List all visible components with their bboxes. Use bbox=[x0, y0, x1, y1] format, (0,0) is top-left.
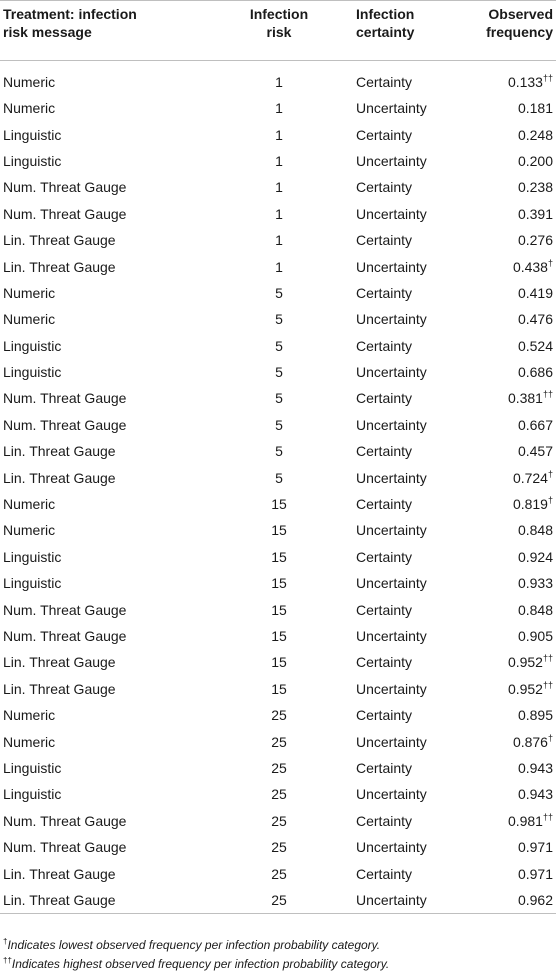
header-frequency bbox=[456, 1, 556, 61]
frequency-cell bbox=[456, 306, 556, 332]
treatment-cell: Lin. Threat Gauge bbox=[3, 865, 116, 882]
risk-cell: 5 bbox=[275, 311, 283, 328]
frequency-value: 0.905 bbox=[517, 628, 553, 644]
treatment-cell: Num. Threat Gauge bbox=[3, 628, 127, 644]
frequency-cell bbox=[456, 280, 556, 306]
risk-cell: 5 bbox=[275, 284, 283, 301]
treatment-cell: Num. Threat Gauge bbox=[3, 601, 127, 618]
frequency-cell bbox=[456, 887, 556, 914]
frequency-value: 0.238 bbox=[517, 179, 553, 196]
table-row bbox=[0, 201, 556, 227]
risk-cell: 25 bbox=[271, 865, 287, 882]
risk-cell: 1 bbox=[275, 258, 283, 275]
table-row bbox=[0, 464, 556, 490]
risk-cell: 15 bbox=[271, 654, 287, 671]
treatment-cell: Numeric bbox=[3, 74, 56, 90]
certainty-cell: Certainty bbox=[356, 812, 413, 829]
treatment-cell: Numeric bbox=[3, 707, 56, 724]
table-row bbox=[0, 676, 556, 702]
risk-cell: 25 bbox=[271, 759, 287, 776]
table-row bbox=[0, 359, 556, 385]
table-row bbox=[0, 306, 556, 332]
treatment-cell: Linguistic bbox=[3, 575, 62, 592]
frequency-cell bbox=[456, 860, 556, 886]
risk-cell: 25 bbox=[271, 839, 287, 856]
frequency-cell bbox=[456, 491, 556, 517]
frequency-cell bbox=[456, 333, 556, 359]
frequency-cell bbox=[456, 359, 556, 385]
treatment-cell: Lin. Threat Gauge bbox=[3, 680, 116, 697]
certainty-cell: Uncertainty bbox=[356, 364, 427, 381]
certainty-cell: Certainty bbox=[356, 232, 413, 249]
certainty-cell: Certainty bbox=[356, 126, 413, 143]
frequency-mark: †† bbox=[542, 811, 553, 822]
table-row bbox=[0, 438, 556, 464]
frequency-value: 0.952 bbox=[507, 680, 543, 697]
treatment-cell: Num. Threat Gauge bbox=[3, 205, 127, 222]
table-row bbox=[0, 834, 556, 860]
frequency-cell bbox=[456, 174, 556, 200]
frequency-value: 0.981 bbox=[507, 812, 543, 829]
table-row bbox=[0, 887, 556, 914]
frequency-value: 0.952 bbox=[507, 654, 543, 671]
header-treatment-line1: Treatment: infection bbox=[3, 6, 137, 22]
certainty-cell: Certainty bbox=[356, 759, 413, 776]
treatment-cell: Numeric bbox=[3, 284, 56, 301]
footnote-highest bbox=[0, 955, 556, 974]
risk-cell: 15 bbox=[271, 522, 287, 539]
risk-cell: 15 bbox=[271, 601, 287, 618]
certainty-cell: Uncertainty bbox=[356, 258, 427, 275]
frequency-value: 0.524 bbox=[517, 337, 553, 354]
footnote-symbol: †† bbox=[3, 956, 12, 965]
risk-cell: 5 bbox=[275, 337, 283, 354]
frequency-value: 0.943 bbox=[517, 759, 553, 776]
header-risk-line1: Infection bbox=[249, 6, 309, 22]
table-row bbox=[0, 280, 556, 306]
treatment-cell: Numeric bbox=[3, 100, 56, 117]
frequency-value: 0.133 bbox=[507, 74, 543, 90]
table-row bbox=[0, 702, 556, 728]
table-row bbox=[0, 596, 556, 622]
treatment-cell: Linguistic bbox=[3, 126, 62, 143]
table-row bbox=[0, 623, 556, 649]
frequency-value: 0.895 bbox=[517, 707, 553, 724]
certainty-cell: Certainty bbox=[356, 654, 413, 671]
frequency-mark: † bbox=[547, 495, 553, 506]
frequency-cell bbox=[456, 702, 556, 728]
frequency-mark: †† bbox=[542, 389, 553, 400]
treatment-cell: Num. Threat Gauge bbox=[3, 390, 127, 407]
header-risk bbox=[212, 1, 346, 61]
table-row bbox=[0, 412, 556, 438]
treatment-cell: Linguistic bbox=[3, 152, 62, 169]
header-treatment-line2: risk message bbox=[3, 24, 92, 40]
frequency-cell bbox=[456, 544, 556, 570]
frequency-cell bbox=[456, 253, 556, 279]
risk-cell: 5 bbox=[275, 443, 283, 460]
footnote-symbol: † bbox=[3, 937, 8, 946]
risk-cell: 5 bbox=[275, 390, 283, 407]
frequency-cell bbox=[456, 201, 556, 227]
risk-cell: 25 bbox=[212, 887, 346, 914]
table-row bbox=[0, 385, 556, 411]
frequency-value: 0.381 bbox=[507, 390, 543, 407]
frequency-value: 0.419 bbox=[517, 284, 553, 301]
frequency-cell bbox=[456, 61, 556, 96]
footnote-text: Indicates lowest observed frequency per infection probability category. bbox=[7, 938, 381, 952]
risk-cell: 5 bbox=[275, 364, 283, 381]
certainty-cell: Uncertainty bbox=[356, 839, 427, 856]
footnotes bbox=[0, 936, 556, 974]
treatment-cell: Num. Threat Gauge bbox=[3, 416, 127, 433]
risk-cell: 1 bbox=[275, 205, 283, 222]
table-row bbox=[0, 148, 556, 174]
frequency-cell bbox=[456, 755, 556, 781]
risk-cell: 25 bbox=[271, 733, 287, 750]
table-row bbox=[0, 649, 556, 675]
treatment-cell: Lin. Threat Gauge bbox=[3, 258, 116, 275]
risk-cell: 1 bbox=[275, 179, 283, 196]
frequency-value: 0.391 bbox=[517, 205, 553, 222]
frequency-mark: † bbox=[547, 732, 553, 743]
treatment-cell: Numeric bbox=[3, 522, 56, 539]
table-row bbox=[0, 174, 556, 200]
treatment-cell: Linguistic bbox=[3, 759, 62, 776]
risk-cell: 1 bbox=[275, 232, 283, 249]
table-row bbox=[0, 781, 556, 807]
risk-cell: 1 bbox=[275, 100, 283, 117]
header-frequency-line2: frequency bbox=[486, 24, 553, 40]
table-row bbox=[0, 517, 556, 543]
frequency-cell bbox=[456, 649, 556, 675]
certainty-cell: Uncertainty bbox=[356, 628, 427, 644]
frequency-cell bbox=[456, 834, 556, 860]
treatment-cell: Lin. Threat Gauge bbox=[0, 887, 212, 914]
risk-cell: 15 bbox=[271, 575, 287, 592]
frequency-cell bbox=[456, 227, 556, 253]
footnote-lowest bbox=[0, 936, 556, 955]
frequency-value: 0.848 bbox=[517, 522, 553, 539]
treatment-cell: Linguistic bbox=[3, 786, 62, 803]
certainty-cell: Certainty bbox=[356, 496, 413, 513]
certainty-cell: Uncertainty bbox=[356, 100, 427, 117]
table-row bbox=[0, 95, 556, 121]
header-certainty bbox=[346, 1, 456, 61]
table-row bbox=[0, 570, 556, 596]
risk-cell: 1 bbox=[275, 152, 283, 169]
frequency-value: 0.962 bbox=[517, 891, 553, 908]
certainty-cell: Certainty bbox=[356, 443, 413, 460]
table-row bbox=[0, 227, 556, 253]
frequency-mark: †† bbox=[542, 653, 553, 664]
table-row bbox=[0, 491, 556, 517]
frequency-mark: †† bbox=[542, 73, 553, 83]
certainty-cell: Certainty bbox=[356, 337, 413, 354]
certainty-cell: Certainty bbox=[356, 707, 413, 724]
frequency-cell bbox=[456, 517, 556, 543]
frequency-cell bbox=[456, 121, 556, 147]
risk-cell: 15 bbox=[271, 628, 287, 644]
treatment-cell: Numeric bbox=[3, 496, 56, 513]
treatment-cell: Lin. Threat Gauge bbox=[3, 654, 116, 671]
frequency-cell bbox=[456, 570, 556, 596]
table-row bbox=[0, 860, 556, 886]
certainty-cell: Certainty bbox=[356, 74, 413, 90]
frequency-mark: †† bbox=[542, 679, 553, 690]
table-row bbox=[0, 544, 556, 570]
treatment-cell: Linguistic bbox=[3, 337, 62, 354]
frequency-cell bbox=[456, 438, 556, 464]
certainty-cell: Certainty bbox=[356, 284, 413, 301]
risk-cell: 25 bbox=[271, 812, 287, 829]
risk-cell: 25 bbox=[271, 786, 287, 803]
certainty-cell: Uncertainty bbox=[356, 469, 427, 486]
frequency-mark: † bbox=[547, 468, 553, 479]
certainty-cell: Uncertainty bbox=[346, 887, 456, 914]
certainty-cell: Uncertainty bbox=[356, 152, 427, 169]
frequency-value: 0.943 bbox=[517, 786, 553, 803]
frequency-value: 0.200 bbox=[517, 152, 553, 169]
frequency-cell bbox=[456, 385, 556, 411]
table-row bbox=[0, 61, 556, 96]
frequency-value: 0.819 bbox=[512, 496, 548, 513]
frequency-cell bbox=[456, 412, 556, 438]
certainty-cell: Certainty bbox=[356, 548, 413, 565]
footnote-text: Indicates highest observed frequency per infection probability category. bbox=[11, 957, 390, 971]
frequency-value: 0.457 bbox=[517, 443, 553, 460]
treatment-cell: Numeric bbox=[3, 733, 56, 750]
risk-cell: 15 bbox=[271, 496, 287, 513]
certainty-cell: Uncertainty bbox=[356, 522, 427, 539]
risk-cell: 1 bbox=[275, 126, 283, 143]
frequency-value: 0.248 bbox=[517, 126, 553, 143]
certainty-cell: Uncertainty bbox=[356, 205, 427, 222]
table-row bbox=[0, 253, 556, 279]
frequency-cell bbox=[456, 95, 556, 121]
frequency-value: 0.848 bbox=[517, 601, 553, 618]
table-row bbox=[0, 333, 556, 359]
treatment-cell: Lin. Threat Gauge bbox=[3, 443, 116, 460]
risk-cell: 5 bbox=[275, 469, 283, 486]
header-certainty-line2: certainty bbox=[356, 24, 415, 40]
frequency-cell bbox=[456, 148, 556, 174]
frequency-cell bbox=[456, 808, 556, 834]
risk-cell: 15 bbox=[271, 680, 287, 697]
table-row bbox=[0, 121, 556, 147]
risk-cell: 5 bbox=[275, 416, 283, 433]
certainty-cell: Certainty bbox=[356, 601, 413, 618]
frequency-cell bbox=[456, 596, 556, 622]
frequency-value: 0.933 bbox=[517, 575, 553, 592]
header-frequency-line1: Observed bbox=[488, 6, 553, 22]
frequency-cell bbox=[456, 464, 556, 490]
certainty-cell: Uncertainty bbox=[356, 733, 427, 750]
treatment-cell: Num. Threat Gauge bbox=[3, 812, 127, 829]
frequency-value: 0.971 bbox=[517, 839, 553, 856]
frequency-value: 0.686 bbox=[517, 364, 553, 381]
frequency-value: 0.276 bbox=[517, 232, 553, 249]
frequency-value: 0.667 bbox=[517, 416, 553, 433]
risk-cell: 1 bbox=[275, 74, 283, 90]
risk-cell: 25 bbox=[271, 707, 287, 724]
header-certainty-line1: Infection bbox=[356, 6, 415, 22]
table-row bbox=[0, 755, 556, 781]
certainty-cell: Certainty bbox=[356, 390, 413, 407]
header-row bbox=[0, 1, 556, 61]
frequency-cell bbox=[456, 781, 556, 807]
treatment-cell: Linguistic bbox=[3, 548, 62, 565]
table-row bbox=[0, 808, 556, 834]
frequency-value: 0.971 bbox=[517, 865, 553, 882]
header-risk-line2: risk bbox=[266, 24, 292, 40]
frequency-cell bbox=[456, 728, 556, 754]
frequency-cell bbox=[456, 676, 556, 702]
frequency-mark: † bbox=[547, 257, 553, 268]
certainty-cell: Certainty bbox=[356, 179, 413, 196]
treatment-cell: Numeric bbox=[3, 311, 56, 328]
table-body bbox=[0, 61, 556, 914]
treatment-cell: Num. Threat Gauge bbox=[3, 179, 127, 196]
header-treatment bbox=[0, 1, 212, 61]
frequency-value: 0.438 bbox=[512, 258, 548, 275]
certainty-cell: Uncertainty bbox=[356, 680, 427, 697]
table-row bbox=[0, 728, 556, 754]
risk-cell: 15 bbox=[271, 548, 287, 565]
frequency-value: 0.724 bbox=[512, 469, 548, 486]
frequency-value: 0.924 bbox=[517, 548, 553, 565]
certainty-cell: Uncertainty bbox=[356, 416, 427, 433]
treatment-cell: Lin. Threat Gauge bbox=[3, 232, 116, 249]
certainty-cell: Certainty bbox=[356, 865, 413, 882]
frequency-cell bbox=[456, 623, 556, 649]
certainty-cell: Uncertainty bbox=[356, 786, 427, 803]
treatment-cell: Num. Threat Gauge bbox=[3, 839, 127, 856]
treatment-cell: Lin. Threat Gauge bbox=[3, 469, 116, 486]
treatment-cell: Linguistic bbox=[3, 364, 62, 381]
frequency-value: 0.876 bbox=[512, 733, 548, 750]
certainty-cell: Uncertainty bbox=[356, 575, 427, 592]
frequency-value: 0.476 bbox=[517, 311, 553, 328]
frequency-value: 0.181 bbox=[517, 100, 553, 117]
certainty-cell: Uncertainty bbox=[356, 311, 427, 328]
